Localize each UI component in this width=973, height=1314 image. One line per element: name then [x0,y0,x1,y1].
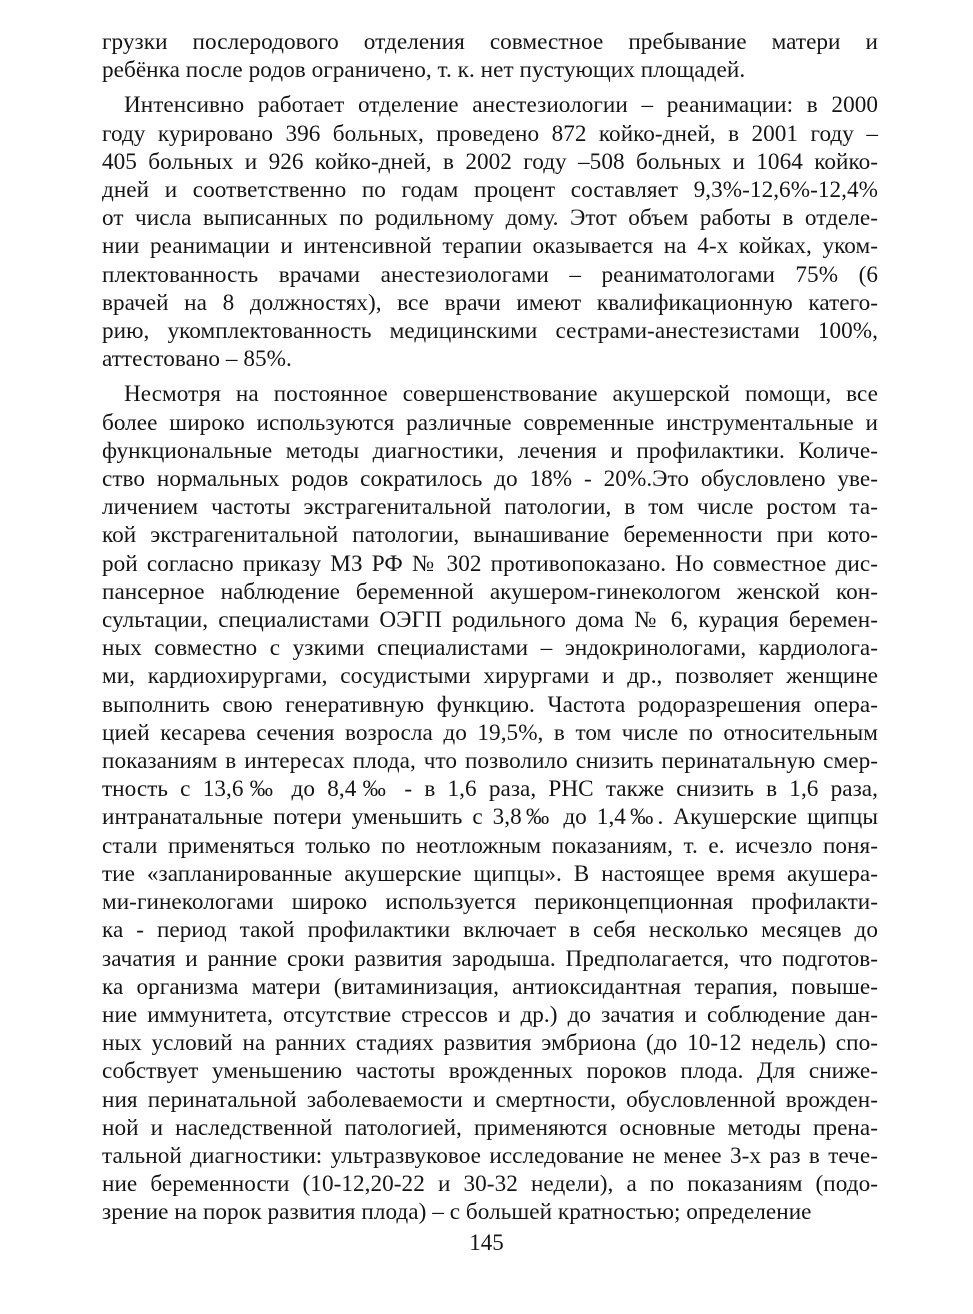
text-line: ной и наследственной патологией, применяются основные методы прена- [102,1114,878,1141]
text-line: показаниям в интересах плода, что позволило снизить перинатальную смер- [102,748,878,775]
text-line: ми-гинекологами широко используется периконцепционная профилакти- [102,889,878,916]
text-line: личением частоты экстрагенитальной патологии, в том числе ростом та- [102,494,878,521]
text-line: кой экстрагенитальной патологии, вынашивание беременности при кото- [102,522,878,549]
text-line: году курировано 396 больных, проведено 872 койко-дней, в 2001 году – [102,120,878,147]
text-line: цией кесарева сечения возросла до 19,5%, в том числе по относительным [102,719,878,746]
text-line: врачей на 8 должностях), все врачи имеют квалификационную катего- [102,289,878,316]
text-line: аттестовано – 85%. [102,346,292,373]
text-line: 405 больных и 926 койко-дней, в 2002 году –508 больных и 1064 койко- [102,148,878,175]
text-line: Несмотря на постоянное совершенствование акушерской помощи, все [124,381,878,408]
text-line: от числа выписанных по родильному дому. Этот объем работы в отделе- [102,205,878,232]
text-line: ных условий на ранних стадиях развития эмбриона (до 10-12 недель) спо- [102,1030,878,1057]
text-line: пансерное наблюдение беременной акушером-гинекологом женской кон- [102,578,878,605]
text-line: ние иммунитета, отсутствие стрессов и др.) до зачатия и соблюдение дан- [102,1001,878,1028]
text-line: зачатия и ранние сроки развития зародыша. Предполагается, что подготов- [102,945,878,972]
page-body [102,28,878,1234]
text-line: интранатальные потери уменьшить с 3,8‰ до 1,4‰. Акушерские щипцы [102,804,878,831]
page-number: 145 [469,1230,504,1255]
text-line: грузки послеродового отделения совместное пребывание матери и [102,29,878,55]
paragraph [102,28,878,84]
text-line: функциональные методы диагностики, лечения и профилактики. Количе- [102,437,878,464]
text-line: тность с 13,6‰ до 8,4‰ - в 1,6 раза, РНС также снизить в 1,6 раза, [102,776,878,803]
paragraph [102,91,878,373]
text-line: тие «запланированные акушерские щипцы». В настоящее время акушера- [102,860,878,887]
text-line: ка - период такой профилактики включает в себя несколько месяцев до [102,917,878,944]
text-line: сультации, специалистами ОЭГП родильного дома № 6, курация беремен- [102,607,878,634]
text-line: ребёнка после родов ограничено, т. к. нет пустующих площадей. [102,57,746,84]
text-line: более широко используются различные современные инструментальные и [102,409,878,436]
text-line: зрение на порок развития плода) – с большей кратностью; определение [102,1199,812,1226]
text-line: собствует уменьшению частоты врожденных пороков плода. Для сниже- [102,1058,878,1085]
text-line: тальной диагностики: ультразвуковое исследование не менее 3-х раз в тече- [102,1142,878,1169]
text-line: ние беременности (10-12,20-22 и 30-32 недели), а по показаниям (подо- [102,1171,878,1198]
text-line: ния перинатальной заболеваемости и смертности, обусловленной врожден- [102,1086,878,1113]
text-line: дней и соответственно по годам процент составляет 9,3%-12,6%-12,4% [102,177,878,204]
paragraph [102,380,878,1226]
text-line: ка организма матери (витаминизация, антиоксидантная терапия, повыше- [102,973,878,1000]
text-line: Интенсивно работает отделение анестезиологии – реанимации: в 2000 [124,92,878,119]
text-line: выполнить свою генеративную функцию. Частота родоразрешения опера- [102,691,878,718]
text-line: стали применяться только по неотложным показаниям, т. е. исчезло поня- [102,832,878,859]
text-line: рой согласно приказу МЗ РФ № 302 противопоказано. Но совместное дис- [102,550,878,577]
text-line: нии реанимации и интенсивной терапии оказывается на 4-х койках, уком- [102,233,878,260]
text-line: ми, кардиохирургами, сосудистыми хирургами и др., позволяет женщине [102,663,878,690]
text-line: рию, укомплектованность медицинскими сестрами-анестезистами 100%, [102,318,878,345]
text-line: плектованность врачами анестезиологами – реаниматологами 75% (6 [102,261,878,288]
text-line: ство нормальных родов сократилось до 18% - 20%.Это обусловлено уве- [102,466,878,493]
text-line: ных совместно с узкими специалистами – эндокринологами, кардиолога- [102,635,878,662]
